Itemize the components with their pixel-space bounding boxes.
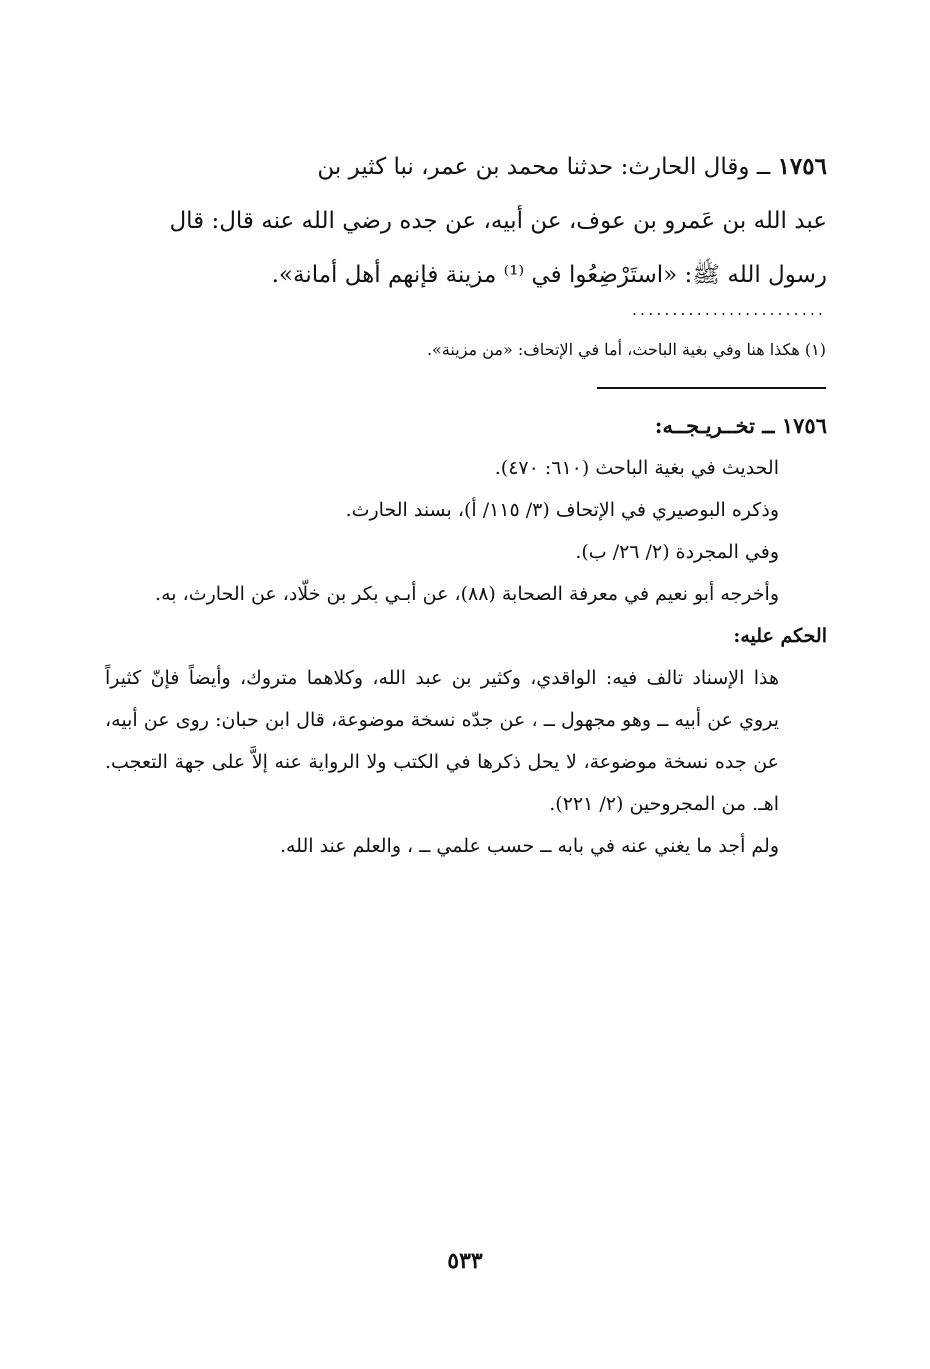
hadith-number: ١٧٥٦ [777,153,827,180]
takhrij-line-4: وأخرجه أبو نعيم في معرفة الصحابة (٨٨)، عن أبـي بكر بن خلّاد، عن الحارث، به. [155,583,779,605]
takhrij-line-3: وفي المجردة (٢/ ٢٦/ ب). [575,541,779,563]
hadith-line-3: رسول الله ﷺ: «استَرْضِعُوا في ⁽¹⁾ مزينة فإنهم أهل أمانة». [271,262,827,288]
hadith-line-2: عبد الله بن عَمرو بن عوف، عن أبيه، عن جده رضي الله عنه قال: قال [169,208,827,234]
footnote-separator-dots: ........................ [631,300,826,319]
hadith-text [105,140,827,302]
takhrij-line-1: الحديث في بغية الباحث (٦١٠: ٤٧٠). [494,457,779,479]
hukm-heading: الحكم عليه: [733,625,827,647]
section-divider [597,387,826,389]
takhrij-line-2: وذكره البوصيري في الإتحاف (٣/ ١١٥/ أ)، بسند الحارث. [345,499,779,521]
hadith-line-1 [105,140,827,194]
page-number: ٥٣٣ [447,1248,483,1274]
footnote: (١) هكذا هنا وفي بغية الباحث، أما في الإتحاف: «من مزينة». [426,340,826,359]
takhrij-section [105,405,827,867]
hukm-paragraph: هذا الإسناد تالف فيه: الواقدي، وكثير بن عبد الله، وكلاهما متروك، وأيضاً فإنّ كثيراً يروي عن أبيه ــ وهو مجهول ــ ، عن جدّه نسخة موضوعة، قال ابن حبان: روى عن أبيه، عن جده نسخة موضوعة، لا يحل ذكرها في الكتب ولا الرواية عنه إلاَّ على جهة التعجب. اهـ. من المجروحين (٢/ ٢٢١). [105,667,779,815]
hukm-closing: ولم أجد ما يغني عنه في بابه ــ حسب علمي ــ ، والعلم عند الله. [279,835,779,857]
takhrij-heading: ١٧٥٦ ــ تخــريـجــه: [654,413,827,438]
hadith-line-1-text: ــ وقال الحارث: حدثنا محمد بن عمر، نبا كثير بن [317,154,771,180]
